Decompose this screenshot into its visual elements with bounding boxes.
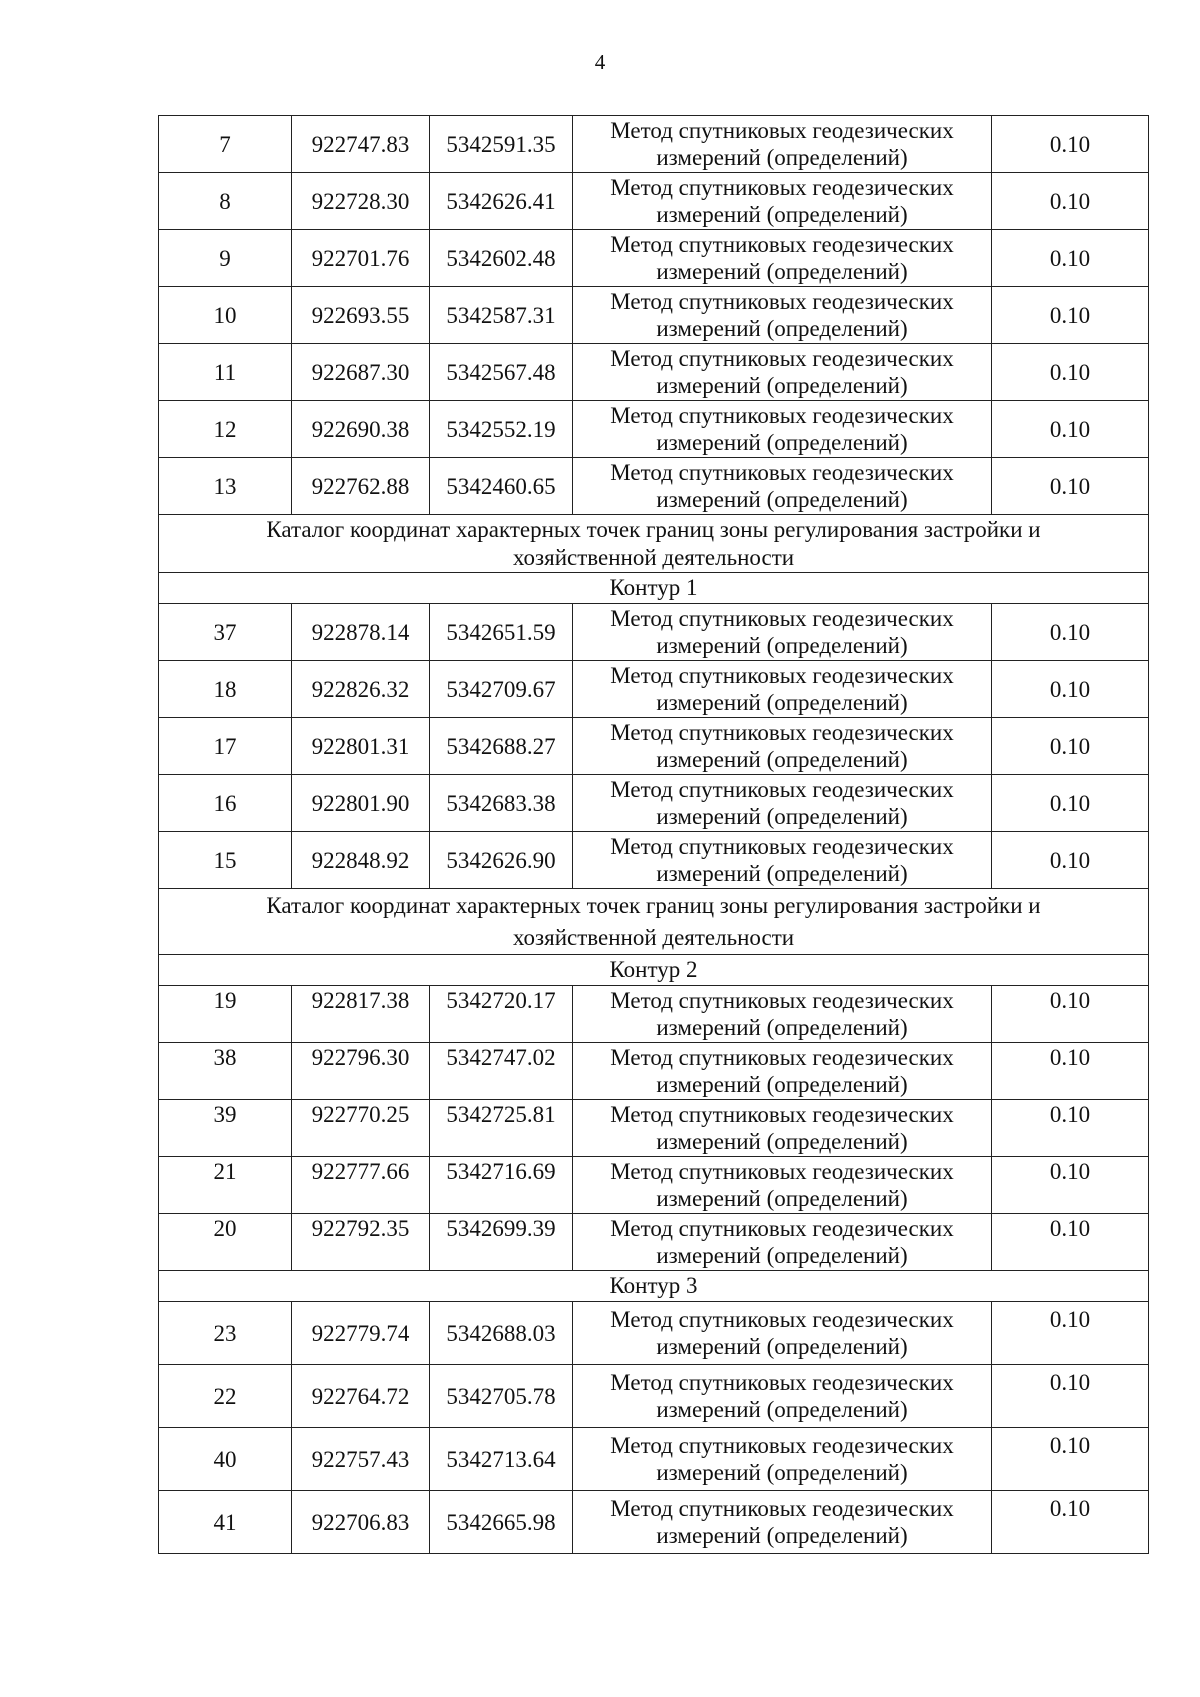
accuracy-cell: 0.10: [992, 1157, 1149, 1214]
method-line-1: Метод спутниковых геодезических: [610, 1216, 954, 1241]
accuracy-cell: 0.10: [992, 1043, 1149, 1100]
point-number-cell: 38: [159, 1043, 292, 1100]
y-coordinate-cell: 5342665.98: [430, 1491, 573, 1554]
x-coordinate-cell: 922762.88: [292, 458, 430, 515]
section-heading: Каталог координат характерных точек границ зоны регулирования застройки и хозяйственной деятельности: [159, 515, 1149, 573]
y-coordinate-cell: 5342725.81: [430, 1100, 573, 1157]
x-coordinate-cell: 922764.72: [292, 1365, 430, 1428]
method-line-2: измерений (определений): [656, 861, 908, 886]
method-line-1: Метод спутниковых геодезических: [610, 1159, 954, 1184]
accuracy-cell: 0.10: [992, 1214, 1149, 1271]
table-row: [159, 230, 1149, 287]
y-coordinate-cell: 5342460.65: [430, 458, 573, 515]
method-line-2: измерений (определений): [656, 1072, 908, 1097]
y-coordinate-cell: 5342591.35: [430, 116, 573, 173]
method-line-2: измерений (определений): [656, 202, 908, 227]
method-line-1: Метод спутниковых геодезических: [610, 460, 954, 485]
y-coordinate-cell: 5342587.31: [430, 287, 573, 344]
method-line-2: измерений (определений): [656, 1523, 908, 1548]
point-number-cell: 15: [159, 832, 292, 889]
y-coordinate-cell: 5342651.59: [430, 604, 573, 661]
x-coordinate-cell: 922770.25: [292, 1100, 430, 1157]
method-cell: [573, 1365, 992, 1428]
point-number-cell: 10: [159, 287, 292, 344]
point-number-cell: 11: [159, 344, 292, 401]
accuracy-cell: 0.10: [992, 173, 1149, 230]
table-row: [159, 458, 1149, 515]
method-line-2: измерений (определений): [656, 1186, 908, 1211]
table-row: [159, 604, 1149, 661]
y-coordinate-cell: 5342713.64: [430, 1428, 573, 1491]
method-cell: [573, 116, 992, 173]
method-line-2: измерений (определений): [656, 145, 908, 170]
method-line-1: Метод спутниковых геодезических: [610, 1102, 954, 1127]
accuracy-cell: 0.10: [992, 1100, 1149, 1157]
x-coordinate-cell: 922693.55: [292, 287, 430, 344]
method-line-1: Метод спутниковых геодезических: [610, 1433, 954, 1458]
coordinates-table: [158, 115, 1149, 1554]
method-cell: [573, 1100, 992, 1157]
method-cell: [573, 173, 992, 230]
accuracy-cell: 0.10: [992, 661, 1149, 718]
table-row: [159, 1428, 1149, 1491]
table-row: [159, 401, 1149, 458]
method-cell: [573, 832, 992, 889]
table-row: [159, 173, 1149, 230]
accuracy-cell: 0.10: [992, 116, 1149, 173]
x-coordinate-cell: 922796.30: [292, 1043, 430, 1100]
x-coordinate-cell: 922878.14: [292, 604, 430, 661]
method-cell: [573, 1302, 992, 1365]
method-line-2: измерений (определений): [656, 1397, 908, 1422]
method-cell: [573, 344, 992, 401]
point-number-cell: 41: [159, 1491, 292, 1554]
method-line-1: Метод спутниковых геодезических: [610, 1307, 954, 1332]
x-coordinate-cell: 922728.30: [292, 173, 430, 230]
method-line-2: измерений (определений): [656, 430, 908, 455]
point-number-cell: 13: [159, 458, 292, 515]
point-number-cell: 40: [159, 1428, 292, 1491]
point-number-cell: 18: [159, 661, 292, 718]
method-line-1: Метод спутниковых геодезических: [610, 663, 954, 688]
method-cell: [573, 401, 992, 458]
method-line-1: Метод спутниковых геодезических: [610, 403, 954, 428]
accuracy-cell: 0.10: [992, 832, 1149, 889]
method-line-2: измерений (определений): [656, 747, 908, 772]
y-coordinate-cell: 5342688.27: [430, 718, 573, 775]
y-coordinate-cell: 5342720.17: [430, 986, 573, 1043]
method-cell: [573, 775, 992, 832]
method-line-1: Метод спутниковых геодезических: [610, 118, 954, 143]
method-line-2: измерений (определений): [656, 633, 908, 658]
y-coordinate-cell: 5342705.78: [430, 1365, 573, 1428]
point-number-cell: 22: [159, 1365, 292, 1428]
y-coordinate-cell: 5342602.48: [430, 230, 573, 287]
method-line-1: Метод спутниковых геодезических: [610, 988, 954, 1013]
x-coordinate-cell: 922779.74: [292, 1302, 430, 1365]
method-cell: [573, 1043, 992, 1100]
method-line-2: измерений (определений): [656, 373, 908, 398]
contour-label: Контур 1: [159, 573, 1149, 604]
point-number-cell: 17: [159, 718, 292, 775]
method-line-2: измерений (определений): [656, 690, 908, 715]
method-cell: [573, 604, 992, 661]
y-coordinate-cell: 5342688.03: [430, 1302, 573, 1365]
x-coordinate-cell: 922690.38: [292, 401, 430, 458]
x-coordinate-cell: 922777.66: [292, 1157, 430, 1214]
x-coordinate-cell: 922848.92: [292, 832, 430, 889]
accuracy-cell: 0.10: [992, 1365, 1149, 1428]
y-coordinate-cell: 5342626.90: [430, 832, 573, 889]
method-line-1: Метод спутниковых геодезических: [610, 606, 954, 631]
coordinates-table-body: [159, 116, 1149, 1554]
contour-row: [159, 573, 1149, 604]
table-row: [159, 661, 1149, 718]
point-number-cell: 21: [159, 1157, 292, 1214]
point-number-cell: 37: [159, 604, 292, 661]
method-cell: [573, 1428, 992, 1491]
method-cell: [573, 1491, 992, 1554]
table-row: [159, 718, 1149, 775]
table-row: [159, 1043, 1149, 1100]
table-row: [159, 1157, 1149, 1214]
accuracy-cell: 0.10: [992, 344, 1149, 401]
contour-row: [159, 955, 1149, 986]
method-line-2: измерений (определений): [656, 259, 908, 284]
method-line-2: измерений (определений): [656, 1129, 908, 1154]
x-coordinate-cell: 922801.31: [292, 718, 430, 775]
method-line-1: Метод спутниковых геодезических: [610, 777, 954, 802]
accuracy-cell: 0.10: [992, 986, 1149, 1043]
table-row: [159, 1214, 1149, 1271]
point-number-cell: 16: [159, 775, 292, 832]
accuracy-cell: 0.10: [992, 1428, 1149, 1491]
table-row: [159, 1100, 1149, 1157]
y-coordinate-cell: 5342626.41: [430, 173, 573, 230]
x-coordinate-cell: 922826.32: [292, 661, 430, 718]
y-coordinate-cell: 5342699.39: [430, 1214, 573, 1271]
method-line-1: Метод спутниковых геодезических: [610, 289, 954, 314]
accuracy-cell: 0.10: [992, 1302, 1149, 1365]
accuracy-cell: 0.10: [992, 230, 1149, 287]
method-cell: [573, 287, 992, 344]
y-coordinate-cell: 5342552.19: [430, 401, 573, 458]
table-row: [159, 116, 1149, 173]
table-row: [159, 344, 1149, 401]
method-cell: [573, 986, 992, 1043]
method-line-1: Метод спутниковых геодезических: [610, 175, 954, 200]
method-line-2: измерений (определений): [656, 487, 908, 512]
method-line-1: Метод спутниковых геодезических: [610, 834, 954, 859]
method-cell: [573, 1157, 992, 1214]
point-number-cell: 7: [159, 116, 292, 173]
method-line-1: Метод спутниковых геодезических: [610, 1496, 954, 1521]
contour-label: Контур 2: [159, 955, 1149, 986]
x-coordinate-cell: 922687.30: [292, 344, 430, 401]
method-cell: [573, 1214, 992, 1271]
point-number-cell: 23: [159, 1302, 292, 1365]
contour-row: [159, 1271, 1149, 1302]
method-cell: [573, 718, 992, 775]
table-row: [159, 287, 1149, 344]
x-coordinate-cell: 922706.83: [292, 1491, 430, 1554]
point-number-cell: 12: [159, 401, 292, 458]
method-cell: [573, 661, 992, 718]
section-heading-row: [159, 889, 1149, 955]
point-number-cell: 19: [159, 986, 292, 1043]
accuracy-cell: 0.10: [992, 718, 1149, 775]
accuracy-cell: 0.10: [992, 1491, 1149, 1554]
table-row: [159, 1491, 1149, 1554]
table-row: [159, 986, 1149, 1043]
method-line-1: Метод спутниковых геодезических: [610, 232, 954, 257]
accuracy-cell: 0.10: [992, 287, 1149, 344]
point-number-cell: 20: [159, 1214, 292, 1271]
accuracy-cell: 0.10: [992, 775, 1149, 832]
table-row: [159, 1302, 1149, 1365]
y-coordinate-cell: 5342567.48: [430, 344, 573, 401]
y-coordinate-cell: 5342683.38: [430, 775, 573, 832]
method-line-1: Метод спутниковых геодезических: [610, 346, 954, 371]
accuracy-cell: 0.10: [992, 604, 1149, 661]
method-line-2: измерений (определений): [656, 316, 908, 341]
section-heading: Каталог координат характерных точек границ зоны регулирования застройки и хозяйственной деятельности: [159, 889, 1149, 955]
method-line-2: измерений (определений): [656, 1015, 908, 1040]
x-coordinate-cell: 922701.76: [292, 230, 430, 287]
method-line-2: измерений (определений): [656, 1460, 908, 1485]
method-line-1: Метод спутниковых геодезических: [610, 1370, 954, 1395]
accuracy-cell: 0.10: [992, 458, 1149, 515]
x-coordinate-cell: 922817.38: [292, 986, 430, 1043]
method-line-2: измерений (определений): [656, 1334, 908, 1359]
table-row: [159, 775, 1149, 832]
table-row: [159, 832, 1149, 889]
x-coordinate-cell: 922757.43: [292, 1428, 430, 1491]
method-cell: [573, 458, 992, 515]
contour-label: Контур 3: [159, 1271, 1149, 1302]
y-coordinate-cell: 5342709.67: [430, 661, 573, 718]
point-number-cell: 9: [159, 230, 292, 287]
method-line-2: измерений (определений): [656, 804, 908, 829]
y-coordinate-cell: 5342716.69: [430, 1157, 573, 1214]
method-line-2: измерений (определений): [656, 1243, 908, 1268]
accuracy-cell: 0.10: [992, 401, 1149, 458]
method-line-1: Метод спутниковых геодезических: [610, 720, 954, 745]
page-number: 4: [594, 50, 606, 74]
method-line-1: Метод спутниковых геодезических: [610, 1045, 954, 1070]
method-cell: [573, 230, 992, 287]
x-coordinate-cell: 922801.90: [292, 775, 430, 832]
y-coordinate-cell: 5342747.02: [430, 1043, 573, 1100]
table-row: [159, 1365, 1149, 1428]
x-coordinate-cell: 922792.35: [292, 1214, 430, 1271]
section-heading-row: [159, 515, 1149, 573]
x-coordinate-cell: 922747.83: [292, 116, 430, 173]
point-number-cell: 39: [159, 1100, 292, 1157]
point-number-cell: 8: [159, 173, 292, 230]
